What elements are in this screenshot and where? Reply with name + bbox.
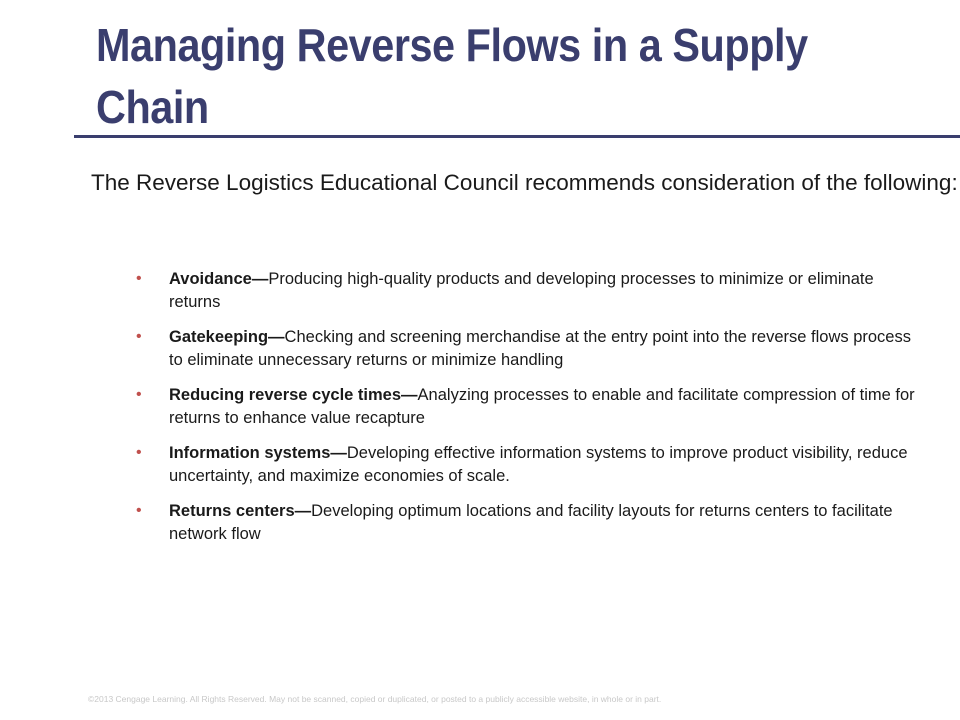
item-term: Avoidance—: [169, 270, 269, 288]
bullet-icon: •: [136, 328, 142, 345]
list-item: [136, 384, 926, 430]
list-item: [136, 500, 926, 546]
copyright-footer: ©2013 Cengage Learning. All Rights Reserved. May not be scanned, copied or duplicated, or posted to a publicly accessible website, in whole or in part.: [88, 694, 662, 704]
intro-paragraph: The Reverse Logistics Educational Council recommends consideration of the following:: [91, 170, 958, 195]
item-term: Gatekeeping—: [169, 328, 285, 346]
slide-title: Managing Reverse Flows in a Supply Chain: [96, 19, 808, 133]
item-term: Returns centers—: [169, 502, 312, 520]
bullet-icon: •: [136, 502, 142, 519]
bullet-icon: •: [136, 270, 142, 287]
bullet-icon: •: [136, 444, 142, 461]
list-item: [136, 442, 926, 488]
item-description: Developing optimum locations and facility layouts for returns centers to facilitate network flow: [169, 502, 893, 543]
bullet-icon: •: [136, 386, 142, 403]
recommendation-list: [136, 268, 926, 558]
item-description: Producing high-quality products and developing processes to minimize or eliminate returns: [169, 270, 874, 311]
item-term: Information systems—: [169, 444, 347, 462]
item-description: Checking and screening merchandise at the entry point into the reverse flows process to eliminate unnecessary returns or minimize handling: [169, 328, 911, 369]
list-item: [136, 326, 926, 372]
item-description: Analyzing processes to enable and facilitate compression of time for returns to enhance value recapture: [169, 386, 915, 427]
title-underline: [74, 135, 960, 138]
list-item: [136, 268, 926, 314]
item-term: Reducing reverse cycle times—: [169, 386, 418, 404]
item-description: Developing effective information systems to improve product visibility, reduce uncertainty, and maximize economies of scale.: [169, 444, 908, 485]
